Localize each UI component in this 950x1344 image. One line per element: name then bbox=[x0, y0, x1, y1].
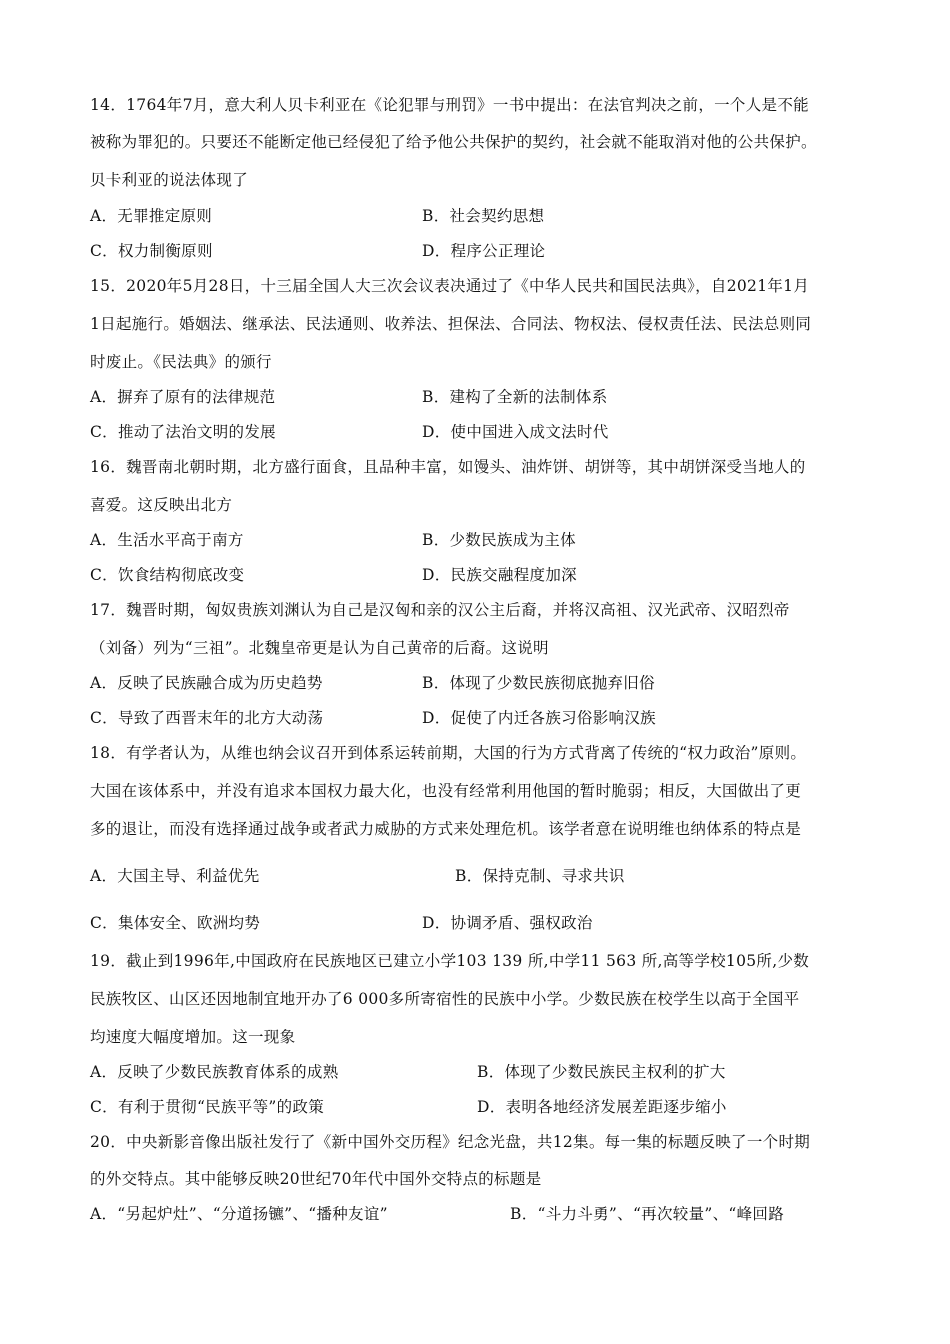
q15-option-a: A．摒弃了原有的法律规范 bbox=[90, 388, 276, 406]
q17-stem-line-1: 17．魏晋时期，匈奴贵族刘渊认为自己是汉匈和亲的汉公主后裔，并将汉高祖、汉光武帝、汉昭烈帝 bbox=[90, 601, 790, 619]
q17-option-d: D．促使了内迁各族习俗影响汉族 bbox=[422, 709, 656, 727]
q19-option-b: B．体现了少数民族民主权利的扩大 bbox=[477, 1063, 726, 1081]
q19-option-c: C．有利于贯彻“民族平等”的政策 bbox=[90, 1098, 325, 1116]
q19-stem-line-3: 均速度大幅度增加。这一现象 bbox=[90, 1028, 296, 1046]
q16-option-d: D．民族交融程度加深 bbox=[422, 566, 577, 584]
q14-option-d: D．程序公正理论 bbox=[422, 242, 546, 260]
q15-stem-line-2: 1日起施行。婚姻法、继承法、民法通则、收养法、担保法、合同法、物权法、侵权责任法、民法总则同 bbox=[90, 315, 812, 333]
q17-stem-line-2: （刘备）列为“三祖”。北魏皇帝更是认为自己黄帝的后裔。这说明 bbox=[90, 639, 549, 657]
q18-option-b: B．保持克制、寻求共识 bbox=[455, 867, 625, 885]
q15-stem-line-3: 时废止。《民法典》的颁行 bbox=[90, 353, 272, 371]
q17-option-a: A．反映了民族融合成为历史趋势 bbox=[90, 674, 323, 692]
q20-option-a: A．“另起炉灶”、“分道扬镳”、“播种友谊” bbox=[90, 1205, 388, 1223]
q14-option-b: B．社会契约思想 bbox=[422, 207, 545, 225]
q15-option-d: D．使中国进入成文法时代 bbox=[422, 423, 609, 441]
q19-option-a: A．反映了少数民族教育体系的成熟 bbox=[90, 1063, 339, 1081]
q19-option-d: D．表明各地经济发展差距逐步缩小 bbox=[477, 1098, 727, 1116]
q20-stem-line-1: 20．中央新影音像出版社发行了《新中国外交历程》纪念光盘，共12集。每一集的标题反映了一个时期 bbox=[90, 1133, 811, 1151]
q17-option-c: C．导致了西晋末年的北方大动荡 bbox=[90, 709, 324, 727]
q16-option-c: C．饮食结构彻底改变 bbox=[90, 566, 245, 584]
q14-stem-line-3: 贝卡利亚的说法体现了 bbox=[90, 171, 249, 189]
q18-option-c: C．集体安全、欧洲均势 bbox=[90, 914, 261, 932]
q16-stem-line-1: 16．魏晋南北朝时期，北方盛行面食，且品种丰富，如馒头、油炸饼、胡饼等，其中胡饼深受当地人的 bbox=[90, 458, 806, 476]
q15-stem-line-1: 15．2020年5月28日，十三届全国人大三次会议表决通过了《中华人民共和国民法典》，自2021年1月 bbox=[90, 277, 810, 295]
q16-option-b: B．少数民族成为主体 bbox=[422, 531, 576, 549]
q18-option-d: D．协调矛盾、强权政治 bbox=[422, 914, 593, 932]
q16-option-a: A．生活水平高于南方 bbox=[90, 531, 244, 549]
q15-option-b: B．建构了全新的法制体系 bbox=[422, 388, 608, 406]
q14-option-c: C．权力制衡原则 bbox=[90, 242, 213, 260]
q18-option-a: A．大国主导、利益优先 bbox=[90, 867, 260, 885]
q14-stem-line-1: 14．1764年7月，意大利人贝卡利亚在《论犯罪与刑罚》一书中提出：在法官判决之前，一个人是不能 bbox=[90, 96, 809, 114]
q20-option-b: B．“斗力斗勇”、“再次较量”、“峰回路 bbox=[510, 1205, 785, 1223]
q16-stem-line-2: 喜爱。这反映出北方 bbox=[90, 496, 233, 514]
q15-option-c: C．推动了法治文明的发展 bbox=[90, 423, 276, 441]
q14-option-a: A．无罪推定原则 bbox=[90, 207, 213, 225]
q20-stem-line-2: 的外交特点。其中能够反映20世纪70年代中国外交特点的标题是 bbox=[90, 1170, 542, 1188]
q18-stem-line-3: 多的退让，而没有选择通过战争或者武力威胁的方式来处理危机。该学者意在说明维也纳体系的特点是 bbox=[90, 820, 802, 838]
q18-stem-line-2: 大国在该体系中，并没有追求本国权力最大化，也没有经常利用他国的暂时脆弱；相反，大国做出了更 bbox=[90, 782, 802, 800]
q18-stem-line-1: 18．有学者认为，从维也纳会议召开到体系运转前期，大国的行为方式背离了传统的“权力政治”原则。 bbox=[90, 744, 807, 762]
q19-stem-line-1: 19．截止到1996年,中国政府在民族地区已建立小学103 139 所,中学11 563 所,高等学校105所,少数 bbox=[90, 952, 810, 970]
q19-stem-line-2: 民族牧区、山区还因地制宜地开办了6 000多所寄宿性的民族中小学。少数民族在校学生以高于全国平 bbox=[90, 990, 800, 1008]
q17-option-b: B．体现了少数民族彻底抛弃旧俗 bbox=[422, 674, 655, 692]
q14-stem-line-2: 被称为罪犯的。只要还不能断定他已经侵犯了给予他公共保护的契约，社会就不能取消对他的公共保护。 bbox=[90, 133, 817, 151]
